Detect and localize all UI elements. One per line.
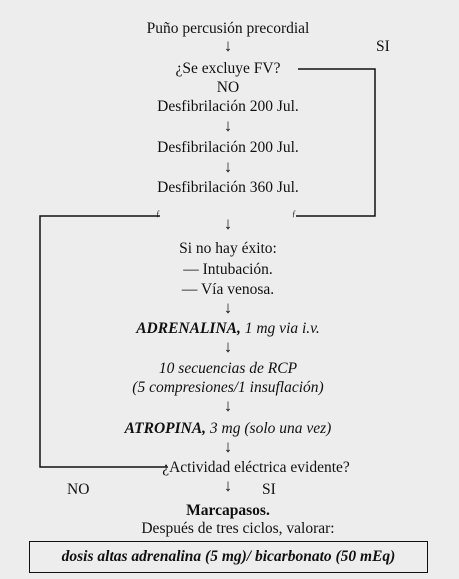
yes-loop-line	[296, 69, 375, 216]
atropine-drug: ATROPINA,	[124, 420, 207, 437]
arrow-down-icon: ↓	[223, 116, 233, 135]
arrow-down-icon: ↓	[223, 337, 233, 356]
defibrillation-3: Desfibrilación 360 Jul.	[157, 179, 299, 196]
arrow-down-icon: ↓	[223, 157, 233, 176]
q2-yes-label: SI	[262, 481, 276, 498]
intubation-item: — Intubación.	[183, 261, 273, 278]
adrenaline-drug: ADRENALINA,	[136, 320, 241, 337]
q1-yes-label: SI	[376, 38, 390, 55]
arrow-down-icon: ↓	[223, 437, 233, 456]
final-box: dosis altas adrenalina (5 mg)/ bicarbonato (50 mEq)	[29, 541, 428, 573]
step-precordial-thump: Puño percusión precordial	[146, 20, 310, 37]
venous-access-item: — Vía venosa.	[181, 281, 275, 298]
join-mark-left: ƒ	[156, 209, 160, 218]
question-exclude-fv: ¿Se excluye FV?	[175, 60, 281, 77]
arrow-down-icon: ↓	[223, 476, 233, 495]
defibrillation-1: Desfibrilación 200 Jul.	[157, 98, 299, 115]
arrow-down-icon: ↓	[223, 298, 233, 317]
defibrillation-2: Desfibrilación 200 Jul.	[157, 139, 299, 156]
adrenaline-dose: 1 mg via i.v.	[240, 320, 320, 337]
question-electrical-activity: ¿Actividad eléctrica evidente?	[162, 459, 350, 476]
join-mark-right: ƒ	[292, 209, 296, 218]
q1-no-label: NO	[216, 79, 240, 96]
cpr-sequences: 10 secuencias de RCP	[158, 360, 298, 377]
atropine-dose: 3 mg (solo una vez)	[206, 420, 332, 437]
atropine-step	[125, 420, 332, 438]
pacemaker: Marcapasos.	[186, 502, 270, 519]
arrow-down-icon: ↓	[223, 214, 233, 233]
q2-no-label: NO	[67, 481, 90, 498]
arrow-down-icon: ↓	[223, 396, 233, 415]
if-no-success: Si no hay éxito:	[179, 240, 277, 257]
arrow-down-icon: ↓	[223, 36, 233, 55]
cpr-ratio: (5 compresiones/1 insuflación)	[132, 379, 324, 396]
adrenaline-step	[136, 320, 320, 338]
after-three-cycles: Después de tres ciclos, valorar:	[141, 520, 335, 537]
